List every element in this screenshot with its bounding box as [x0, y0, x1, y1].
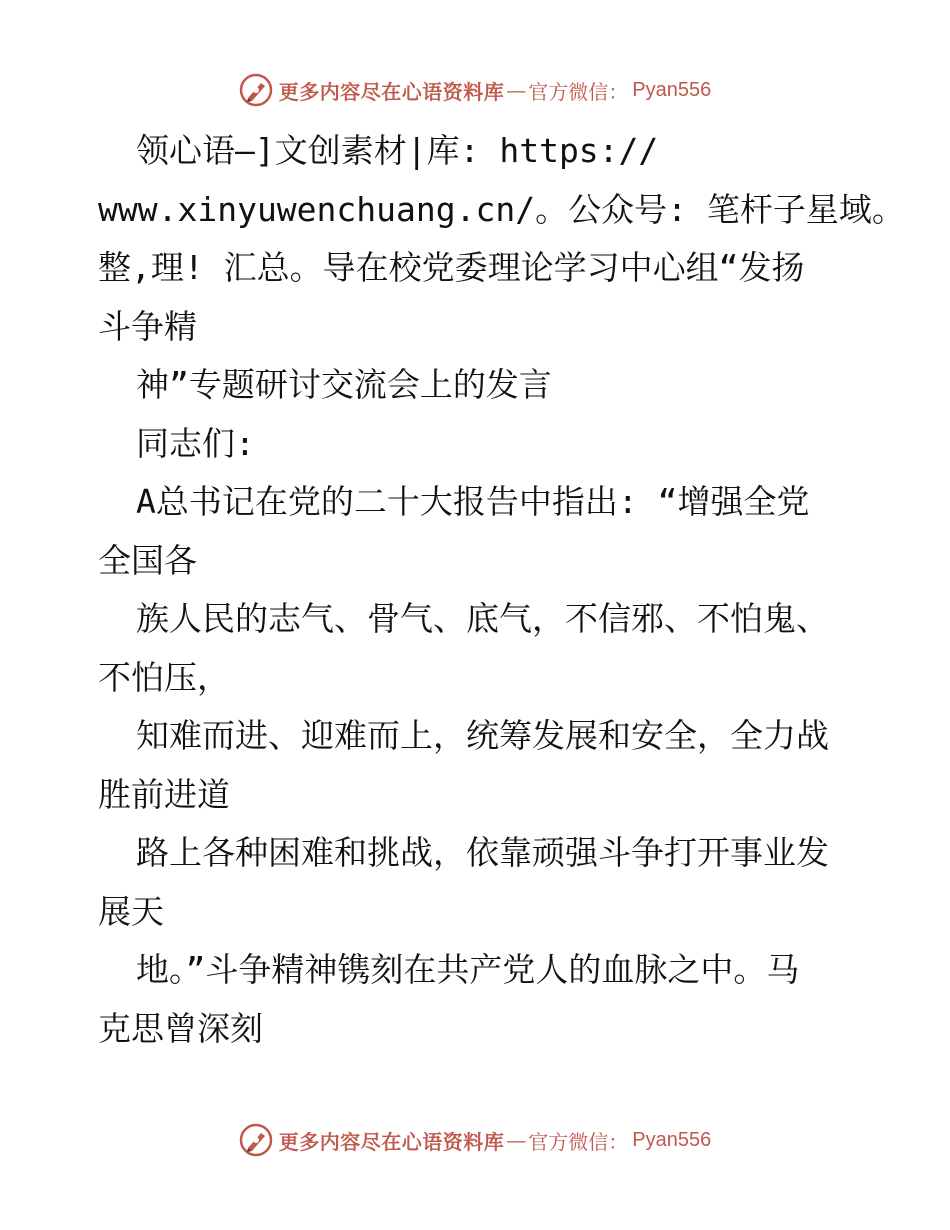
body-line: 路上各种困难和挑战，依靠顽强斗争打开事业发: [136, 833, 829, 872]
wechat-id: Pyan556: [632, 78, 712, 101]
body-line: 领心语—]文创素材|库: https://: [136, 131, 659, 170]
body-line: 神”专题研讨交流会上的发言: [136, 365, 552, 404]
body-line: 地。”斗争精神镌刻在共产党人的血脉之中。马: [136, 950, 800, 989]
body-line: 全国各: [98, 540, 197, 580]
body-line: 展天: [98, 891, 164, 931]
body-line: 知难而进、迎难而上，统筹发展和安全，全力战: [136, 716, 829, 755]
banner-dash: —: [506, 1128, 527, 1152]
pen-logo-icon: [239, 73, 273, 107]
banner-text: 更多内容尽在心语资料库: [278, 1129, 505, 1154]
body-line: 整,理! 汇总。导在校党委理论学习中心组“发扬: [98, 248, 805, 287]
body-line: 胜前进道: [98, 774, 230, 814]
body-line: 克思曾深刻: [98, 1008, 263, 1048]
body-line: 斗争精: [98, 306, 197, 346]
body-line: 族人民的志气、骨气、底气，不信邪、不怕鬼、: [136, 599, 829, 638]
wechat-id: Pyan556: [632, 1128, 712, 1151]
body-line: www.xinyuwenchuang.cn/。公众号: 笔杆子星域。: [98, 189, 905, 229]
banner-dash: —: [506, 78, 527, 102]
header-banner: [0, 70, 950, 110]
document-body: [98, 122, 905, 1058]
body-line: 同志们:: [136, 423, 255, 463]
body-line: A总书记在党的二十大报告中指出: “增强全党: [136, 482, 810, 521]
banner-text: 更多内容尽在心语资料库: [278, 79, 505, 104]
wechat-label: 官方微信：: [528, 1129, 629, 1154]
wechat-label: 官方微信：: [528, 79, 629, 104]
footer-banner: [0, 1120, 950, 1160]
pen-logo-icon: [239, 1123, 273, 1157]
body-line: 不怕压，: [98, 657, 230, 697]
